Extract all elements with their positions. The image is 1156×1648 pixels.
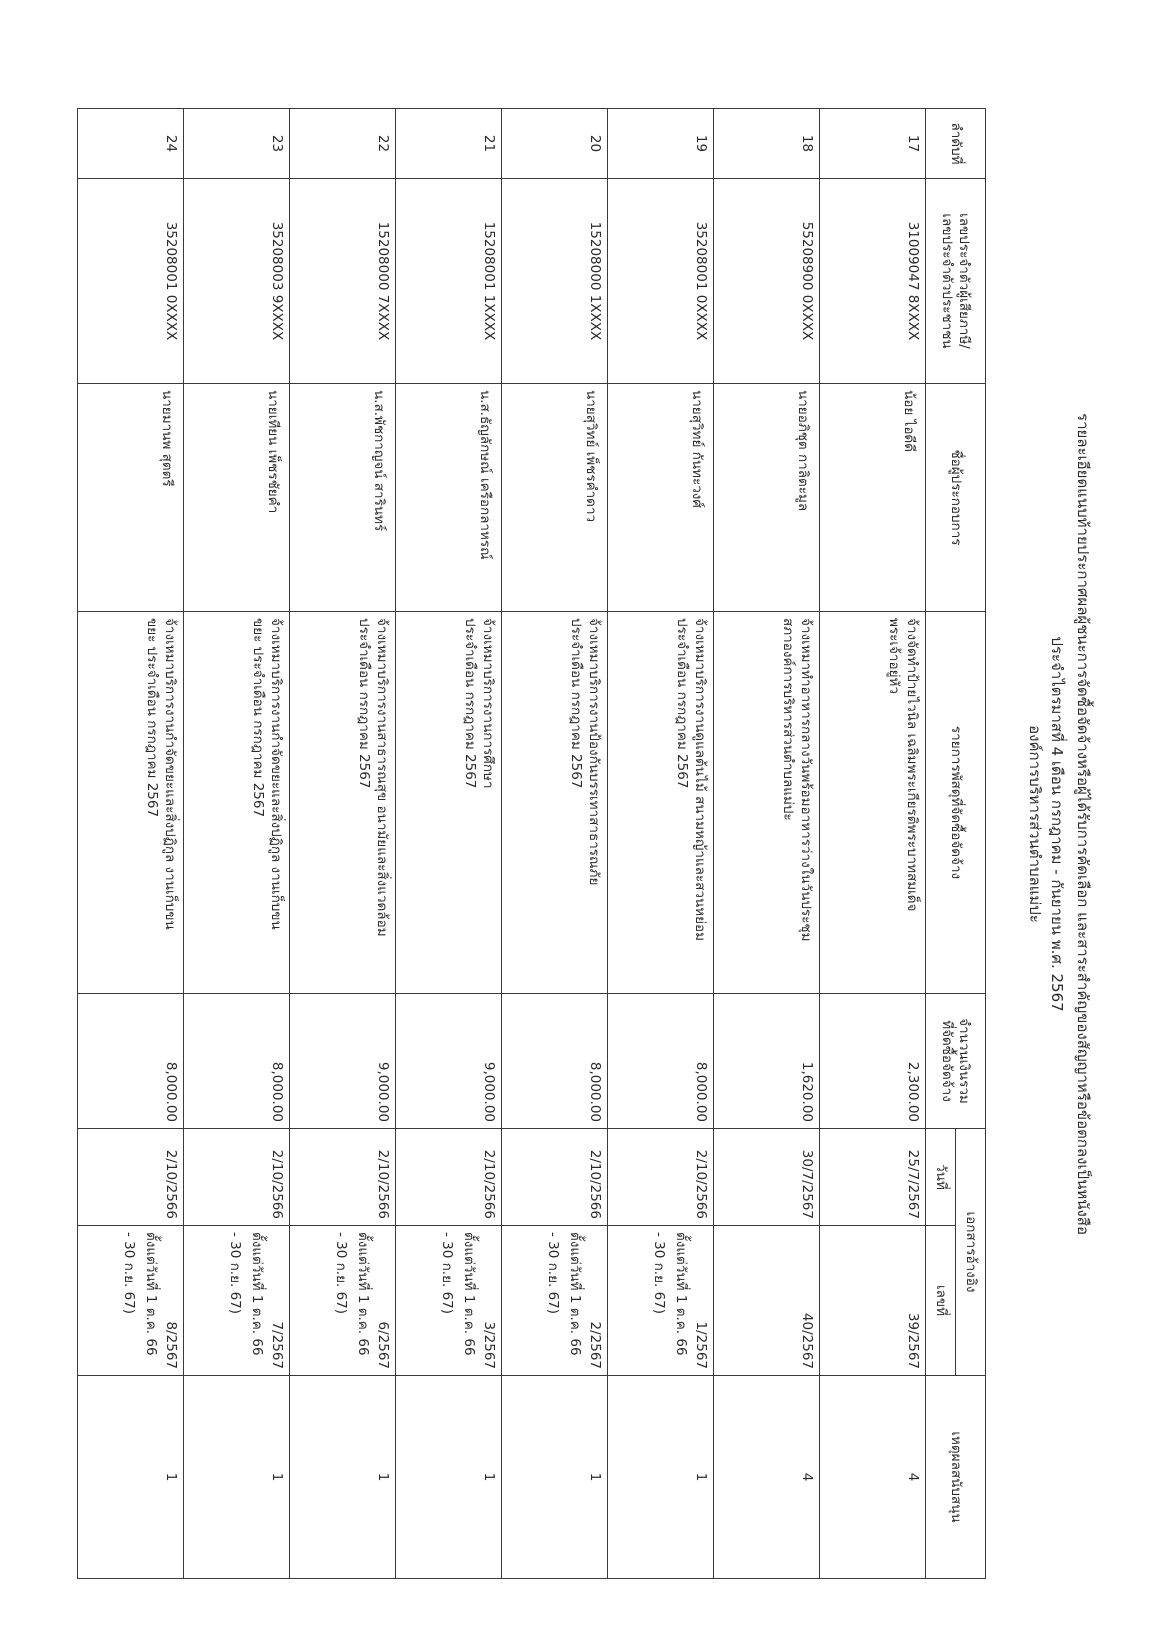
table-row [714, 109, 820, 1579]
reason-cell: 4 [820, 1376, 926, 1579]
ref-date-cell: 25/7/2567 [820, 1129, 926, 1226]
ref-no-cell: 8/2567 ตั้งแต่วันที่ 1 ต.ค. 66 - 30 ก.ย. 67) [78, 1226, 184, 1376]
taxid-cell: 31009047 8XXXX [820, 179, 926, 384]
ref-date-cell: 2/10/2566 [502, 1129, 608, 1226]
col-taxid-header: เลขประจำตัวผู้เสียภาษี/ เลขประจำตัวประชาชน [926, 179, 986, 384]
item-cell: จ้างเหมาบริการงานกำจัดขยะและสิ่งปฏิกูล งานเก็บขน ขยะ ประจำเดือน กรกฎาคม 2567 [78, 612, 184, 994]
col-vendor-header: ชื่อผู้ประกอบการ [926, 384, 986, 612]
ref-date-cell: 2/10/2566 [184, 1129, 290, 1226]
header-row-1 [956, 109, 986, 1579]
amount-cell: 8,000.00 [502, 994, 608, 1129]
amount-cell: 1,620.00 [714, 994, 820, 1129]
ref-no-cell: 40/2567 [714, 1226, 820, 1376]
table-row [608, 109, 714, 1579]
seq-cell: 23 [184, 109, 290, 179]
reason-cell: 4 [714, 1376, 820, 1579]
seq-cell: 21 [396, 109, 502, 179]
document-title: รายละเอียดแนบท้ายประกาศผลผู้ชนะการจัดซื้อจัดจ้างหรือผู้ได้รับการคัดเลือก และสาระสำคัญของสัญญาหรือข้อตกลงเป็นหนังสือ [1074, 413, 1092, 1235]
ref-date-cell: 2/10/2566 [608, 1129, 714, 1226]
item-cell: จ้างเหมาบริการงานป้องกันบรรเทาสาธารณภัย ประจำเดือน กรกฎาคม 2567 [502, 612, 608, 994]
procurement-table [77, 108, 986, 1579]
table-row [290, 109, 396, 1579]
seq-cell: 18 [714, 109, 820, 179]
vendor-cell: น้อย ไอดีดี [820, 384, 926, 612]
vendor-cell: นายสุวิทย์ กันทะวงศ์ [608, 384, 714, 612]
reason-cell: 1 [78, 1376, 184, 1579]
item-cell: จ้างเหมาบริการงานดูแลต้นไม้ สนามหญ้าและสวนหย่อม ประจำเดือน กรกฎาคม 2567 [608, 612, 714, 994]
item-cell: จ้างเหมาบริการงานการศึกษา ประจำเดือน กรกฎาคม 2567 [396, 612, 502, 994]
amount-cell: 8,000.00 [608, 994, 714, 1129]
vendor-cell: นายมานพ สุตตรี [78, 384, 184, 612]
vendor-cell: น.ส.ธัญลักษณ์ เครือกลาหรณ์ [396, 384, 502, 612]
ref-no-cell: 1/2567 ตั้งแต่วันที่ 1 ต.ค. 66 - 30 ก.ย. 67) [608, 1226, 714, 1376]
col-ref-group-header: เอกสารอ้างอิง [956, 1129, 986, 1376]
seq-cell: 22 [290, 109, 396, 179]
item-cell: จ้างเหมาบริการงานกำจัดขยะและสิ่งปฏิกูล งานเก็บขน ขยะ ประจำเดือน กรกฎาคม 2567 [184, 612, 290, 994]
ref-no-cell: 6/2567 ตั้งแต่วันที่ 1 ต.ค. 66 - 30 ก.ย. 67) [290, 1226, 396, 1376]
col-reason-header: เหตุผลสนับสนุน [926, 1376, 986, 1579]
seq-cell: 19 [608, 109, 714, 179]
taxid-cell: 15208001 1XXXX [396, 179, 502, 384]
table-row [78, 109, 184, 1579]
taxid-cell: 35208001 0XXXX [608, 179, 714, 384]
taxid-cell: 35208001 0XXXX [78, 179, 184, 384]
col-ref-date-header: วันที่ [926, 1129, 956, 1226]
table-row [396, 109, 502, 1579]
table-row [502, 109, 608, 1579]
ref-date-cell: 2/10/2566 [396, 1129, 502, 1226]
item-cell: จ้างเหมาทำอาหารกลางวันพร้อมอาหารว่างในวันประชุม สภาองค์การบริหารส่วนตำบลแม่ปะ [714, 612, 820, 994]
ref-no-cell: 3/2567 ตั้งแต่วันที่ 1 ต.ค. 66 - 30 ก.ย. 67) [396, 1226, 502, 1376]
taxid-cell: 35208003 9XXXX [184, 179, 290, 384]
amount-cell: 8,000.00 [78, 994, 184, 1129]
vendor-cell: นายเทียน เพ็ชรชัยคำ [184, 384, 290, 612]
ref-date-cell: 2/10/2566 [290, 1129, 396, 1226]
document-period: ประจำไตรมาสที่ 4 เดือน กรกฎาคม - กันยายน พ.ศ. 2567 [1048, 636, 1066, 1012]
ref-no-cell: 2/2567 ตั้งแต่วันที่ 1 ต.ค. 66 - 30 ก.ย. 67) [502, 1226, 608, 1376]
col-seq-header: ลำดับที่ [926, 109, 986, 179]
reason-cell: 1 [290, 1376, 396, 1579]
taxid-cell: 15208000 7XXXX [290, 179, 396, 384]
item-cell: จ้างเหมาบริการงานสาธารณสุข อนามัยและสิ่งแวดล้อม ประจำเดือน กรกฎาคม 2567 [290, 612, 396, 994]
col-amount-header: จำนวนเงินรวม ที่จัดซื้อจัดจ้าง [926, 994, 986, 1129]
reason-cell: 1 [184, 1376, 290, 1579]
taxid-cell: 55208900 0XXXX [714, 179, 820, 384]
ref-no-cell: 39/2567 [820, 1226, 926, 1376]
reason-cell: 1 [502, 1376, 608, 1579]
ref-date-cell: 30/7/2567 [714, 1129, 820, 1226]
amount-cell: 2,300.00 [820, 994, 926, 1129]
vendor-cell: นายอภิชุต กาลิตะมูล [714, 384, 820, 612]
taxid-cell: 15208000 1XXXX [502, 179, 608, 384]
seq-cell: 20 [502, 109, 608, 179]
ref-date-cell: 2/10/2566 [78, 1129, 184, 1226]
vendor-cell: นายสุวิทย์ เพ็ชรคำดาว [502, 384, 608, 612]
ref-no-cell: 7/2567 ตั้งแต่วันที่ 1 ต.ค. 66 - 30 ก.ย. 67) [184, 1226, 290, 1376]
seq-cell: 24 [78, 109, 184, 179]
organization-name: องค์การบริหารส่วนตำบลแม่ปะ [1026, 725, 1044, 923]
amount-cell: 9,000.00 [396, 994, 502, 1129]
vendor-cell: น.ส.พัชกาญจน์ สารินทร์ [290, 384, 396, 612]
item-cell: จ้างจัดทำป้ายไวนิล เฉลิมพระเกียรติพระบาทสมเด็จ พระเจ้าอยู่หัว [820, 612, 926, 994]
col-ref-no-header: เลขที่ [926, 1226, 956, 1376]
seq-cell: 17 [820, 109, 926, 179]
reason-cell: 1 [396, 1376, 502, 1579]
reason-cell: 1 [608, 1376, 714, 1579]
col-item-header: รายการพัสดุที่จัดซื้อจัดจ้าง [926, 612, 986, 994]
amount-cell: 9,000.00 [290, 994, 396, 1129]
amount-cell: 8,000.00 [184, 994, 290, 1129]
table-row [184, 109, 290, 1579]
table-row [820, 109, 926, 1579]
